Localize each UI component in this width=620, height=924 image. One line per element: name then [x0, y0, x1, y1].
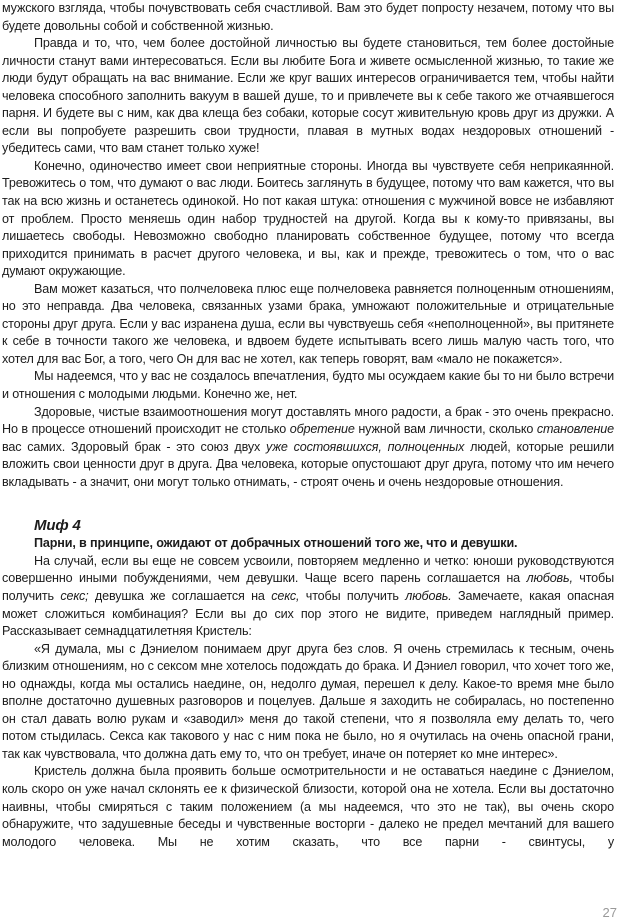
- paragraph: [2, 404, 614, 492]
- paragraph: [2, 281, 614, 369]
- paragraph: [2, 35, 614, 158]
- emphasis-text: уже состоявшихся, полноценных: [266, 439, 465, 454]
- text-run: девушка же соглашается на: [88, 588, 272, 603]
- text-run: «Я думала, мы с Дэниелом понимаем друг друга без слов. Я очень стремилась к тесным, очень близким отношениям, но с сексом мне хотелось подождать до брака. И Дэниел говорил, что хочет того же, но однажды, когда мы остались наедине, он, недолго думая, перешел к делу. Какое-то время мне было вполне достаточно душевных разговоров и поцелуев. Дальше я заходить не собиралась, но постепенно он стал давать волю рукам и «заводил» меня до такой степени, что я позволяла ему делать то, чего потом стыдилась. Секса как такового у нас с ним пока не было, но я очутилась на очень опасной грани, так как чувствовала, что должна дать ему то, что он требует, иначе он потеряет ко мне интерес».: [2, 641, 614, 761]
- text-run: вас самих. Здоровый брак - это союз двух: [2, 439, 267, 454]
- emphasis-text: секс;: [60, 588, 89, 603]
- text-run: чтобы получить: [2, 571, 614, 603]
- paragraph: [2, 553, 614, 641]
- text-run: людей, которые решили вложить свои ценности друг в друга. Два человека, которые опустошают друг друга, потому что им нечего вкладывать - а значит, они могут только отнимать, - строят очень и очень нездоровые отношения.: [2, 439, 614, 489]
- paragraph: [2, 763, 614, 851]
- text-run: Здоровые, чистые взаимоотношения могут доставлять много радости, а брак - это очень прекрасно. Но в процессе отношений происходит не столько: [2, 404, 614, 437]
- text-run: Конечно, одиночество имеет свои неприятные стороны. Иногда вы чувствуете себя неприкаянной. Тревожитесь о том, что думают о вас люди. Боитесь заглянуть в будущее, потому что вам кажется, что вы так на всю жизнь и останетесь одинокой. Но пот какая штука: отношения с мужчиной вовсе не избавляют от проблем. Просто меняешь один набор трудностей на другой. Когда вы к кому-то привязаны, вы лишаетесь свободы. Невозможно свободно планировать собственное будущее, потому что всегда приходится принимать в расчет другого человека, и вы, как и прежде, тревожитесь о том, что о вас думают окружающие.: [2, 158, 614, 279]
- page-number: 27: [602, 905, 617, 920]
- emphasis-text: становление: [536, 422, 615, 437]
- section-subtitle: Парни, в принципе, ожидают от добрачных отношений того же, что и девушки.: [34, 536, 518, 551]
- text-run: Вам может казаться, что полчеловека плюс еще полчеловека равняется полноценным отношениям, но это неправда. Два человека, связанных узами брака, умножают положительные и отрицательные стороны друг друга. Если у вас изранена душа, если вы чувствуешь себя «неполноценной», вы притянете к себе в точности такого же человека, и вдвоем будете испытывать всего лишь малую часть того, что хотел для вас Бог, а того, чего Он для вас не хотел, как теперь говорят, вам «мало не покажется».: [2, 281, 614, 366]
- section-heading: Миф 4: [34, 517, 81, 535]
- text-run: мужского взгляда, чтобы почувствовать себя счастливой. Вам это будет попросту незачем, потому что вы будете довольны собой и собственной жизнью.: [2, 1, 614, 33]
- text-run: нужной вам личности, сколько: [354, 422, 537, 437]
- text-run: На случай, если вы еще не совсем усвоили, повторяем медленно и четко: юноши руководствуются совершенно иными побуждениями, чем девушки. Чаще всего парень соглашается на: [2, 553, 614, 586]
- text-run: Мы надеемся, что у вас не создалось впечатления, будто мы осуждаем какие бы то ни было встречи и отношения с молодыми людьми. Конечно же, нет.: [2, 369, 614, 402]
- text-run: Правда и то, что, чем более достойной личностью вы будете становиться, тем более достойные личности станут вами интересоваться. Если вы любите Бога и живете осмысленной жизнью, то такие же люди будут обращать на вас внимание. Если же круг ваших интересов ограничивается тем, чтобы найти человека способного заполнить вакуум в вашей душе, то и привлечете вы к себе такого же отчаявшегося парня. И будете вы с ним, как два клеща без собаки, которые сосут живительную кровь друг из дружки. А если вы попробуете разрешить свои трудности, плавая в мутных водах нездоровых отношений - убедитесь сами, что вам станет только хуже!: [2, 36, 614, 156]
- paragraph: [2, 368, 614, 403]
- text-run: чтобы получить: [299, 588, 406, 603]
- body-text-bottom: [2, 553, 614, 851]
- document-page: [2, 0, 614, 851]
- paragraph: [2, 158, 614, 281]
- body-text-top: [2, 0, 614, 491]
- paragraph: [2, 641, 614, 764]
- text-run: Кристель должна была проявить больше осмотрительности и не оставаться наедине с Дэниелом, коль скоро он уже начал склонять ее к физической близости, которой она не хотела. Если вы достаточно наивны, чтобы смиряться с таким положением (а мы надеемся, что это не так), вы очень скоро обнаружите, что задушевные беседы и чувственные восторги - далеко не предел мечтаний для вашего молодого человека. Мы не хотим сказать, что все парни - свинтусы, у: [2, 764, 614, 849]
- emphasis-text: секс,: [271, 588, 300, 603]
- section-spacer: [2, 491, 614, 517]
- paragraph: [2, 0, 614, 35]
- emphasis-text: любовь.: [405, 588, 452, 603]
- emphasis-text: обретение: [289, 422, 355, 437]
- emphasis-text: любовь,: [526, 571, 573, 586]
- text-run: Замечаете, какая опасная может сложиться комбинация? Если вы до сих пор этого не видите, приведем наглядный пример. Рассказывает семнадцатилетняя Кристель:: [2, 588, 615, 639]
